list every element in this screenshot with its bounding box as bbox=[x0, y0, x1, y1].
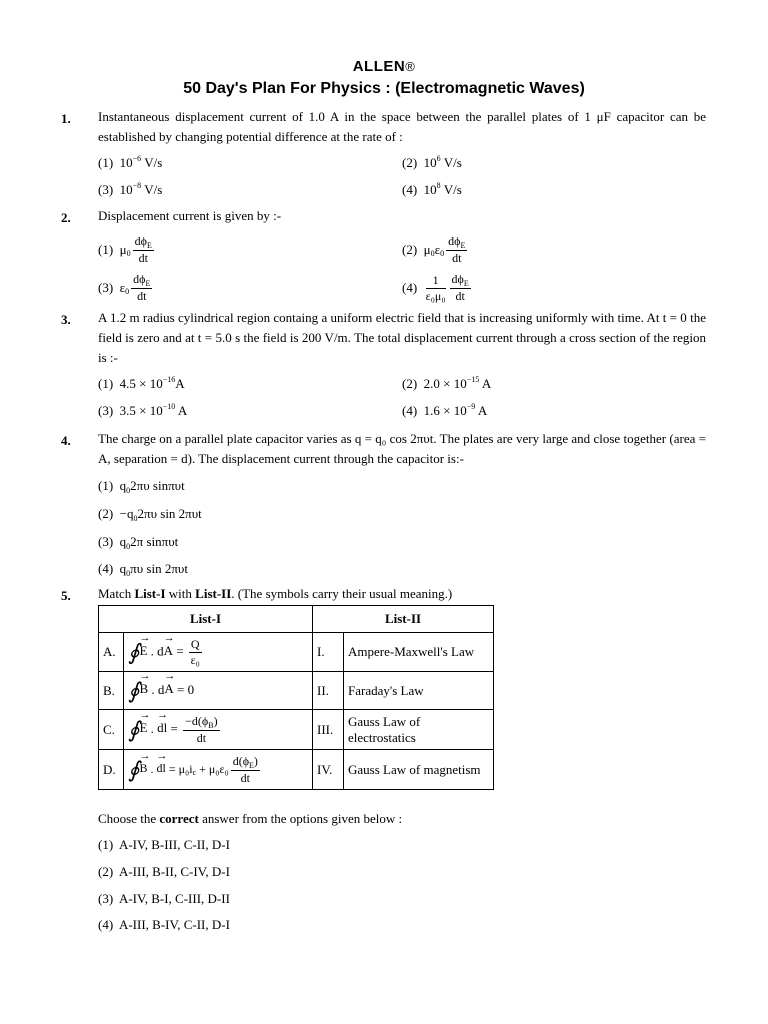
table-row bbox=[99, 750, 494, 790]
option: (4) $\frac{1}{\text{ε₀μ₀}}$ $\frac{d\phi_E}{dt}$ bbox=[402, 272, 469, 303]
option: (4) $q_0\pi\upsilon$ sin 2πυt bbox=[98, 561, 188, 578]
option: $(2) -q_02\pi\upsilon$ sin 2πυt bbox=[98, 506, 202, 523]
equation: ∮→ B . → dl = $\mu_0i_c + \mu_0\varepsilon_0$ $\frac{d(\phi_E)}{dt}$ bbox=[124, 750, 313, 790]
question-text: The charge on a parallel plate capacitor varies as q = q₀ cos 2πυt. The plates are very large and close together (area = A, separation = d). The displacement current through the capacitor is:- bbox=[98, 431, 706, 466]
option: (2) A-III, B-II, C-IV, D-I bbox=[98, 864, 230, 879]
option: (4) A-III, B-IV, C-II, D-I bbox=[98, 917, 230, 932]
law-name: Faraday's Law bbox=[344, 672, 494, 710]
table-row bbox=[99, 672, 494, 710]
row-label: B. bbox=[99, 672, 124, 710]
option: (3) $3.5 \times 10^{-10}$ A bbox=[98, 402, 188, 418]
row-label: A. bbox=[99, 633, 124, 672]
question-number: 1. bbox=[61, 111, 71, 126]
roman-label: IV. bbox=[313, 750, 344, 790]
column-header: List-II bbox=[313, 606, 494, 633]
equation: ∮→ E . → dl = $\frac{-d(\phi_B)}{dt}$ bbox=[124, 710, 313, 750]
option: (1) $10^{-6}$ V/s bbox=[98, 154, 163, 170]
brand-logo bbox=[0, 58, 768, 75]
option: (3) $\varepsilon_0$ $\frac{d\phi_E}{dt}$ bbox=[98, 272, 151, 303]
table-row bbox=[99, 633, 494, 672]
roman-label: I. bbox=[313, 633, 344, 672]
option: (2) $\mu_0\varepsilon_0$ $\frac{d\phi_E}{dt}$ bbox=[402, 234, 466, 265]
question-text: Displacement current is given by :- bbox=[98, 208, 282, 223]
equation: ∮→ B . d→ A = 0 bbox=[124, 672, 313, 710]
law-name: Gauss Law of magnetism bbox=[344, 750, 494, 790]
option: (1) A-IV, B-III, C-II, D-I bbox=[98, 837, 230, 852]
option: (3) A-IV, B-I, C-III, D-II bbox=[98, 891, 230, 906]
equation: ∮→ E . d→ A = $\frac{Q}{\text{ε₀}}$ bbox=[124, 633, 313, 672]
option: (4) $1.6 \times 10^{-9}$ A bbox=[402, 402, 488, 418]
law-name: Gauss Law of electrostatics bbox=[344, 710, 494, 750]
option: (3) $q_02\pi$ sinπυt bbox=[98, 534, 179, 551]
roman-label: III. bbox=[313, 710, 344, 750]
option: (1) $4.5 \times 10^{-16}A$ bbox=[98, 375, 185, 391]
roman-label: II. bbox=[313, 672, 344, 710]
question-number: 2. bbox=[61, 210, 71, 225]
brand-name: ALLEN bbox=[352, 58, 406, 75]
match-table bbox=[98, 605, 494, 790]
option: (1) $q_02\pi\upsilon$ sinπυt bbox=[98, 478, 185, 495]
row-label: C. bbox=[99, 710, 124, 750]
law-name: Ampere-Maxwell's Law bbox=[344, 633, 494, 672]
instruction-text: Choose the correct answer from the options given below : bbox=[98, 811, 403, 826]
question-number: 3. bbox=[61, 312, 71, 327]
registered-mark: ® bbox=[405, 59, 416, 74]
option: (2) $10^6$ V/s bbox=[402, 154, 462, 170]
question-text: Match List-I with List-II. (The symbols carry their usual meaning.) bbox=[98, 586, 453, 601]
question-number: 5. bbox=[61, 588, 71, 603]
column-header: List-I bbox=[99, 606, 313, 633]
option: (1) $\mu_0$ $\frac{d\phi_E}{dt}$ bbox=[98, 234, 152, 265]
page-title: 50 Day's Plan For Physics : (Electromagnetic Waves) bbox=[183, 80, 585, 97]
option: (2) $2.0 \times 10^{-15}$ A bbox=[402, 375, 492, 391]
table-row bbox=[99, 710, 494, 750]
question-number: 4. bbox=[61, 433, 71, 448]
table-header-row bbox=[99, 606, 494, 633]
question-text: Instantaneous displacement current of 1.0 A in the space between the parallel plates of 1 μF capacitor can be established by changing potential difference at the rate of : bbox=[98, 109, 706, 144]
option: (4) $10^8$ V/s bbox=[402, 181, 462, 197]
row-label: D. bbox=[99, 750, 124, 790]
option: (3) $10^{-8}$ V/s bbox=[98, 181, 163, 197]
question-text: A 1.2 m radius cylindrical region containg a uniform electric field that is increasing uniformly with time. At t = 0 the field is zero and at t = 5.0 s the field is 200 V/m. The total displacement current through a cross section of the region is :- bbox=[98, 310, 706, 365]
